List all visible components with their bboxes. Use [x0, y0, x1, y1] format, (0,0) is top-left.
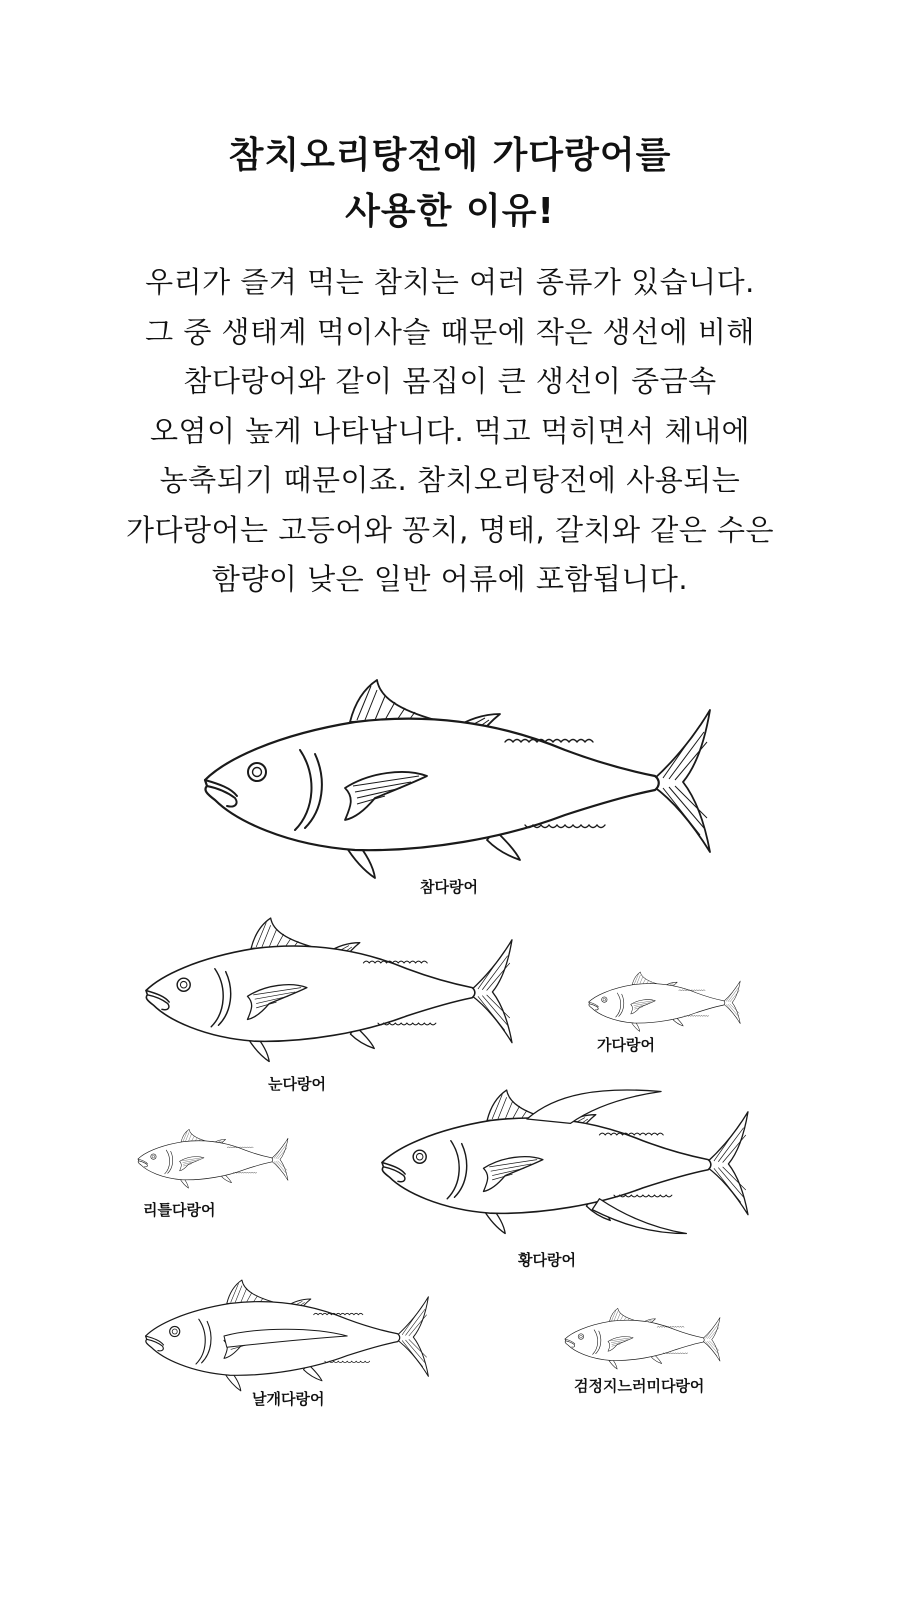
- fish-icon: [588, 972, 741, 1032]
- bigeye-label: 눈다랑어: [268, 1075, 326, 1093]
- page-title: [0, 128, 900, 240]
- body-line: 가다랑어는 고등어와 꽁치, 명태, 갈치와 같은 수은: [125, 512, 775, 547]
- body-line: 그 중 생태계 먹이사슬 때문에 작은 생선에 비해: [145, 314, 755, 349]
- fish-icon: [138, 1128, 288, 1190]
- body-line: 함량이 낮은 일반 어류에 포함됩니다.: [211, 562, 689, 596]
- little-tunny-illustration: [138, 1128, 288, 1190]
- albacore-tuna-illustration: [143, 1280, 431, 1392]
- bluefin-label: 참다랑어: [420, 878, 478, 896]
- blackfin-tuna-illustration: [565, 1308, 720, 1370]
- little-tunny-label: 리틀다랑어: [143, 1201, 216, 1219]
- fish-icon: [146, 918, 512, 1063]
- skipjack-label: 가다랑어: [597, 1036, 655, 1054]
- bigeye-tuna-illustration: [146, 918, 512, 1063]
- title-line-1: 참치오리탕전에 가다랑어를: [228, 135, 672, 176]
- bluefin-tuna-illustration: [205, 680, 710, 880]
- fish-icon: [143, 1280, 431, 1392]
- yellowfin-tuna-illustration: [382, 1090, 748, 1235]
- fish-icon: [565, 1308, 720, 1370]
- fish-icon: [205, 680, 710, 880]
- body-line: 우리가 즐겨 먹는 참치는 여러 종류가 있습니다.: [145, 265, 755, 299]
- skipjack-tuna-illustration: [588, 972, 741, 1032]
- body-paragraph: [40, 258, 860, 605]
- blackfin-label: 검정지느러미다랑어: [574, 1377, 705, 1395]
- albacore-label: 날개다랑어: [252, 1390, 325, 1408]
- body-line: 농축되기 때문이죠. 참치오리탕전에 사용되는: [159, 463, 741, 497]
- body-line: 오염이 높게 나타납니다. 먹고 먹히면서 체내에: [149, 413, 751, 448]
- yellowfin-label: 황다랑어: [518, 1251, 576, 1269]
- title-line-2: 사용한 이유!: [345, 191, 555, 232]
- body-line: 참다랑어와 같이 몸집이 큰 생선이 중금속: [183, 364, 717, 398]
- fish-icon: [382, 1090, 748, 1235]
